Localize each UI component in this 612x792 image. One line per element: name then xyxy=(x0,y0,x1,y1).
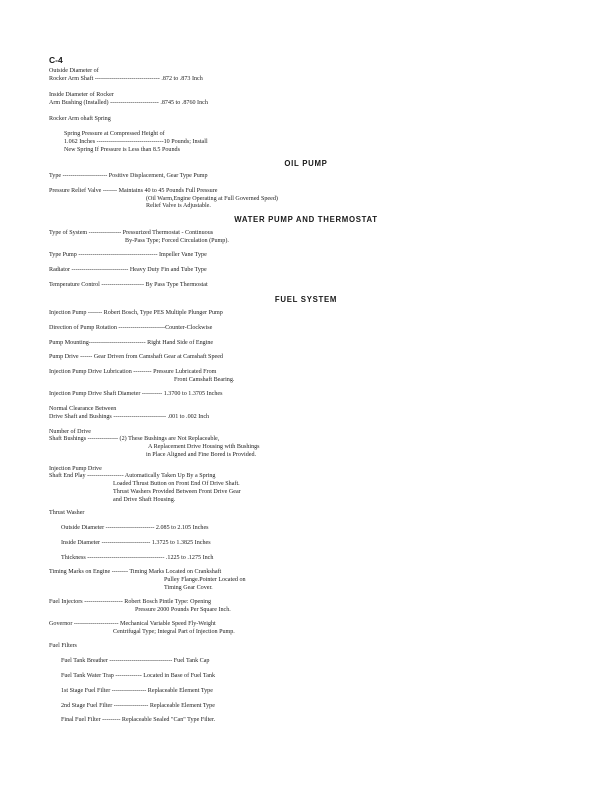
spec-line: Centrifugal Type; Integral Part of Injection Pump. xyxy=(113,629,235,635)
spec-line: Type Pump --------------------------------------- Impeller Vane Type xyxy=(49,252,207,258)
spec-line: Rocker Arm Shaft -------------------------------- .872 to .873 Inch xyxy=(49,76,203,82)
spec-line: Fuel Injectors ------------------- Robert Bosch Pintle Type: Opening xyxy=(49,599,212,605)
spec-line: Drive Shaft and Bushings -------------------------- .001 to .002 Inch xyxy=(49,414,210,420)
spec-line: Front Camshaft Bearing. xyxy=(174,377,235,383)
spec-line: Pump Drive ------ Gear Driven from Camshaft Gear at Camshaft Speed xyxy=(49,354,223,360)
spec-line: Pulley Flange.Pointer Located on xyxy=(164,577,246,583)
page-code: C-4 xyxy=(49,55,63,65)
spec-line: Inside Diameter ------------------------ 1.3725 to 1.3825 Inches xyxy=(61,540,211,546)
spec-line: Arm Bushing (Installed) ------------------------ .8745 to .8760 Inch xyxy=(49,100,208,106)
spec-line: Injection Pump ------- Robert Bosch, Type PES Multiple Plunger Pump xyxy=(49,310,223,316)
spec-line: Governor ---------------------- Mechanical Variable Speed Fly-Weight xyxy=(49,621,216,627)
spec-line: 1st Stage Fuel Filter ----------------- Replaceable Element Type xyxy=(61,688,213,694)
spec-line: Relief Valve is Adjustable. xyxy=(146,203,211,209)
spec-line: Radiator ---------------------------- Heavy Duty Fin and Tube Type xyxy=(49,267,207,273)
spec-line: Shaft Bushings --------------- (2) These Bushings are Not Replaceable, xyxy=(49,436,220,442)
spec-line: Direction of Pump Rotation -----------------------Counter-Clockwise xyxy=(49,325,213,331)
spec-line: Fuel Tank Water Trap ------------- Located in Base of Fuel Tank xyxy=(61,673,215,679)
section-heading-fuel-system: FUEL SYSTEM xyxy=(274,295,338,304)
spec-line: Number of Drive xyxy=(49,429,91,435)
spec-line: Timing Gear Cover. xyxy=(164,585,213,591)
spec-line: Spring Pressure at Compressed Height of xyxy=(64,131,165,137)
spec-line: Fuel Tank Breather ------------------------------- Fuel Tank Cap xyxy=(61,658,210,664)
spec-line: Injection Pump Drive Lubrication --------- Pressure Lubricated From xyxy=(49,369,217,375)
spec-line: (Oil Warm,Engine Operating at Full Governed Speed) xyxy=(146,196,278,202)
spec-line: Thrust Washer xyxy=(49,510,85,516)
spec-line: A Replacement Drive Housing with Bushings xyxy=(148,444,260,450)
spec-line: 2nd Stage Fuel Filter ----------------- Replaceable Element Type xyxy=(61,703,215,709)
spec-line: Timing Marks on Engine -------- Timing Marks Located on Crankshaft xyxy=(49,569,222,575)
spec-line: Fuel Filters xyxy=(49,643,77,649)
spec-line: Type ---------------------- Positive Displacement, Gear Type Pump xyxy=(49,173,208,179)
spec-line: Temperature Control --------------------- By Pass Type Thermostat xyxy=(49,282,208,288)
spec-line: Pump Mounting---------------------------- Right Hand Side of Engine xyxy=(49,340,214,346)
spec-line: Final Fuel Filter --------- Replaceable Sealed "Can" Type Filter. xyxy=(61,717,216,723)
spec-line: Rocker Arm ohaft Spring xyxy=(49,116,111,122)
spec-line: Injection Pump Drive xyxy=(49,466,102,472)
spec-line: New Spring If Pressure is Less than 8.5 Pounds xyxy=(64,147,180,153)
section-heading-oil-pump: OIL PUMP xyxy=(284,159,328,168)
spec-line: Pressure Relief Valve ------- Maintains 40 to 45 Pounds Full Pressure xyxy=(49,188,218,194)
spec-line: By-Pass Type; Forced Circulation (Pump). xyxy=(125,238,229,244)
spec-line: Thickness -------------------------------------- .1225 to .1275 Inch xyxy=(61,555,214,561)
section-heading-water-pump: WATER PUMP AND THERMOSTAT xyxy=(234,215,378,224)
spec-line: Loaded Thrust Button on Front End Of Drive Shaft. xyxy=(113,481,240,487)
spec-line: Outside Diameter ------------------------ 2.085 to 2.105 Inches xyxy=(61,525,209,531)
spec-line: and Drive Shaft Housing. xyxy=(113,497,176,503)
spec-line: in Place Aligned and Fine Bored is Provided. xyxy=(146,452,257,458)
spec-line: Injection Pump Drive Shaft Diameter ---------- 1.3700 to 1.3705 Inches xyxy=(49,391,223,397)
spec-line: Thrust Washers Provided Between Front Drive Gear xyxy=(113,489,241,495)
spec-line: Pressure 2000 Pounds Per Square Inch. xyxy=(135,607,231,613)
spec-line: Outside Diameter of xyxy=(49,68,99,74)
spec-line: 1.062 Inches ---------------------------------10 Pounds; Install xyxy=(64,139,208,145)
spec-line: Inside Diameter of Rocker xyxy=(49,92,114,98)
spec-line: Normal Clearance Between xyxy=(49,406,117,412)
spec-line: Type of System ---------------- Pressurized Thermostat - Continuous xyxy=(49,230,214,236)
spec-line: Shaft End Play ------------------ Automatically Taken Up By a Spring xyxy=(49,473,216,479)
